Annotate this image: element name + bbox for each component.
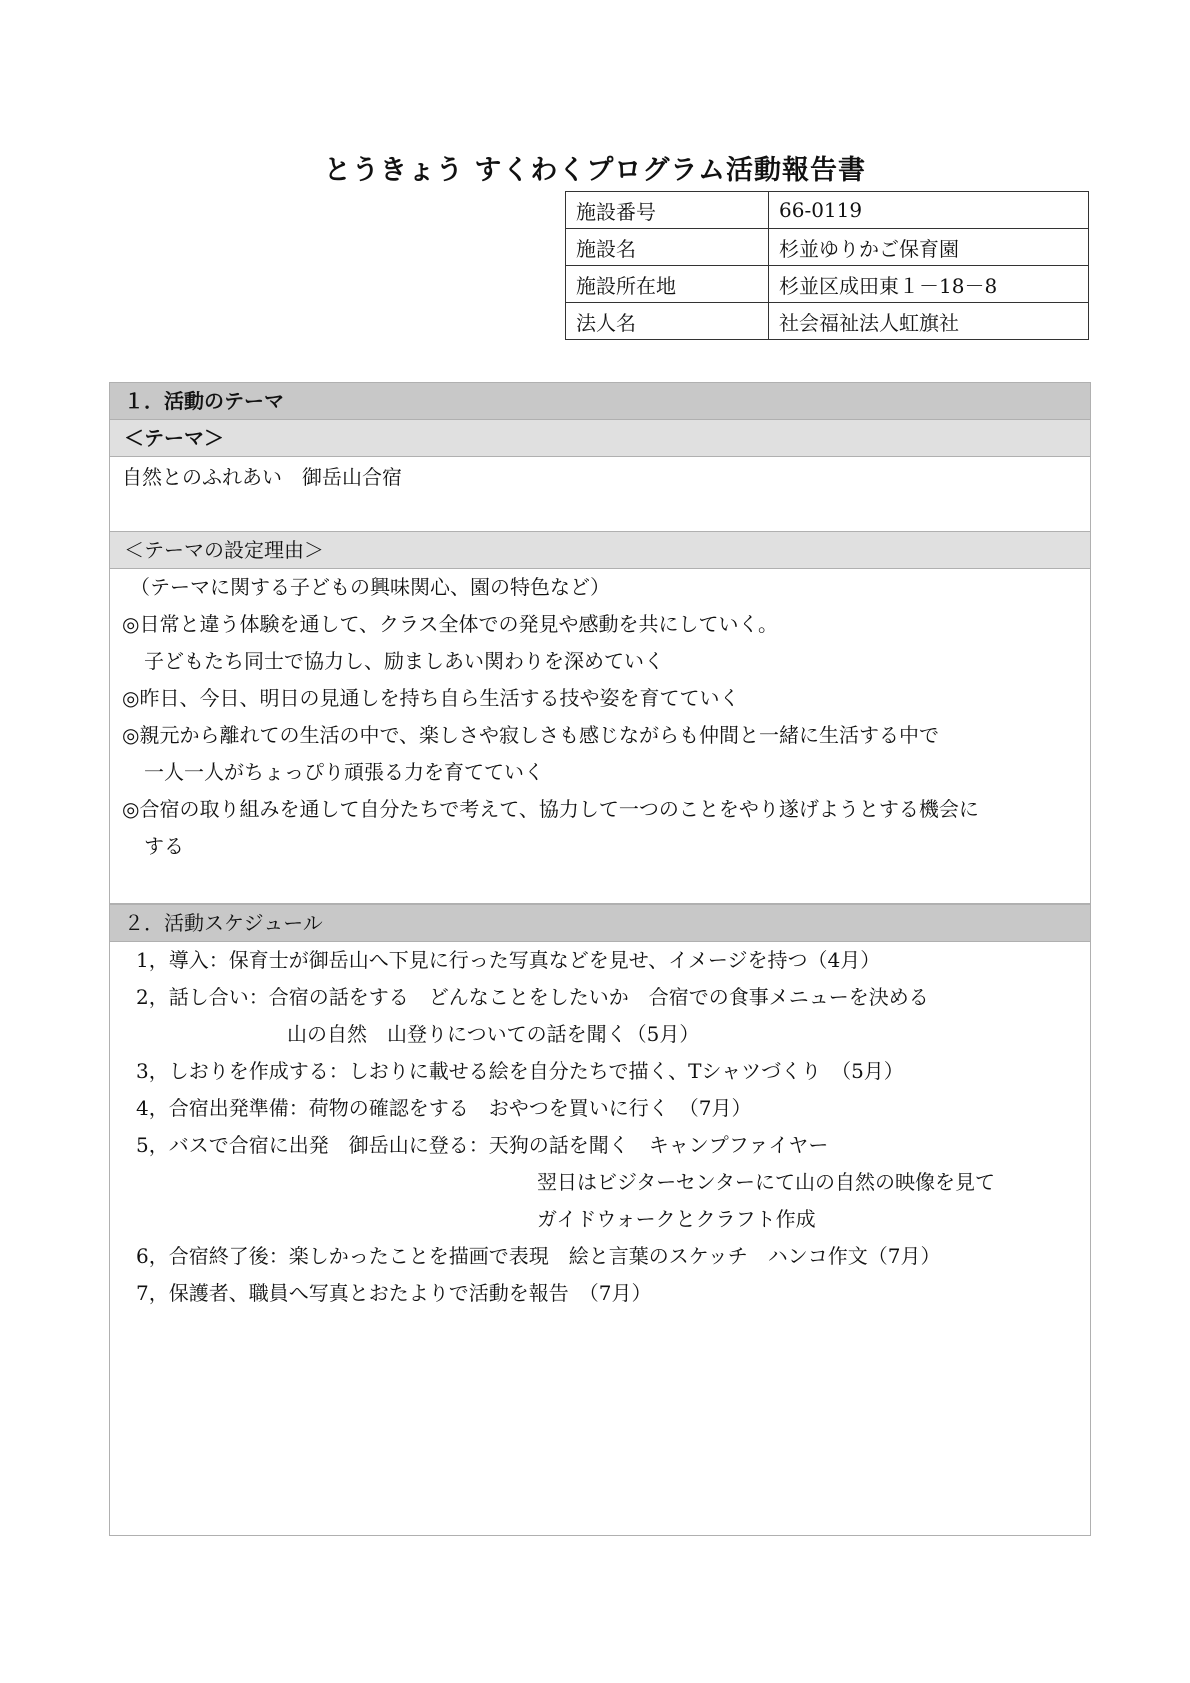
- reason-line: 子どもたち同士で協力し、励ましあい関わりを深めていく: [144, 649, 664, 673]
- reason-line: ◎日常と違う体験を通して、クラス全体での発見や感動を共にしていく。: [122, 612, 779, 636]
- reason-line: 一人一人がちょっぴり頑張る力を育てていく: [144, 760, 544, 784]
- facility-address-label: 施設所在地: [566, 266, 769, 303]
- facility-number-value: 66-0119: [769, 192, 1089, 229]
- schedule-item: 6，合宿終了後：楽しかったことを描画で表現 絵と言葉のスケッチ ハンコ作文（7月）: [136, 1244, 941, 1268]
- table-row: [566, 192, 1089, 229]
- reason-line: する: [144, 834, 184, 858]
- reason-line: ◎昨日、今日、明日の見通しを持ち自ら生活する技や姿を育てていく: [122, 686, 740, 710]
- facility-address-value: 杉並区成田東１－18－8: [769, 266, 1089, 303]
- schedule-item-continuation: 山の自然 山登りについての話を聞く（5月）: [287, 1022, 700, 1046]
- facility-name-label: 施設名: [566, 229, 769, 266]
- facility-number-label: 施設番号: [566, 192, 769, 229]
- reason-line: ◎親元から離れての生活の中で、楽しさや寂しさも感じながらも仲間と一緒に生活する中で: [122, 723, 940, 747]
- schedule-item: 5，バスで合宿に出発 御岳山に登る：天狗の話を聞く キャンプファイヤー: [136, 1133, 829, 1157]
- facility-info-table: [565, 191, 1089, 340]
- corporation-name-label: 法人名: [566, 303, 769, 340]
- facility-name-value: 杉並ゆりかご保育園: [769, 229, 1089, 266]
- theme-line: 自然とのふれあい 御岳山合宿: [122, 465, 402, 489]
- theme-text: [110, 457, 1090, 532]
- activity-schedule-section: [109, 904, 1091, 1536]
- table-row: [566, 303, 1089, 340]
- schedule-item: 2，話し合い：合宿の話をする どんなことをしたいか 合宿での食事メニューを決める: [136, 985, 929, 1009]
- schedule-list: [110, 942, 1090, 1312]
- reason-text: [110, 569, 1090, 865]
- table-row: [566, 229, 1089, 266]
- corporation-name-value: 社会福祉法人虹旗社: [769, 303, 1089, 340]
- reason-line: （テーマに関する子どもの興味関心、園の特色など）: [130, 575, 610, 599]
- reason-label: ＜テーマの設定理由＞: [110, 532, 1090, 569]
- section-header: ２．活動スケジュール: [110, 904, 1090, 942]
- schedule-item-continuation: ガイドウォークとクラフト作成: [537, 1207, 816, 1231]
- document-title: とうきょう すくわくプログラム活動報告書: [323, 155, 867, 186]
- theme-label: ＜テーマ＞: [110, 420, 1090, 457]
- schedule-item-continuation: 翌日はビジターセンターにて山の自然の映像を見て: [537, 1170, 995, 1194]
- table-row: [566, 266, 1089, 303]
- activity-theme-section: [109, 382, 1091, 904]
- schedule-item: 3，しおりを作成する：しおりに載せる絵を自分たちで描く、Tシャツづくり （5月）: [136, 1059, 904, 1083]
- schedule-item: 7，保護者、職員へ写真とおたよりで活動を報告 （7月）: [136, 1281, 652, 1305]
- schedule-item: 1，導入：保育士が御岳山へ下見に行った写真などを見せ、イメージを持つ（4月）: [136, 948, 881, 972]
- reason-line: ◎合宿の取り組みを通して自分たちで考えて、協力して一つのことをやり遂げようとする機会に: [122, 797, 979, 821]
- section-header: １．活動のテーマ: [110, 383, 1090, 420]
- schedule-item: 4，合宿出発準備：荷物の確認をする おやつを買いに行く （7月）: [136, 1096, 752, 1120]
